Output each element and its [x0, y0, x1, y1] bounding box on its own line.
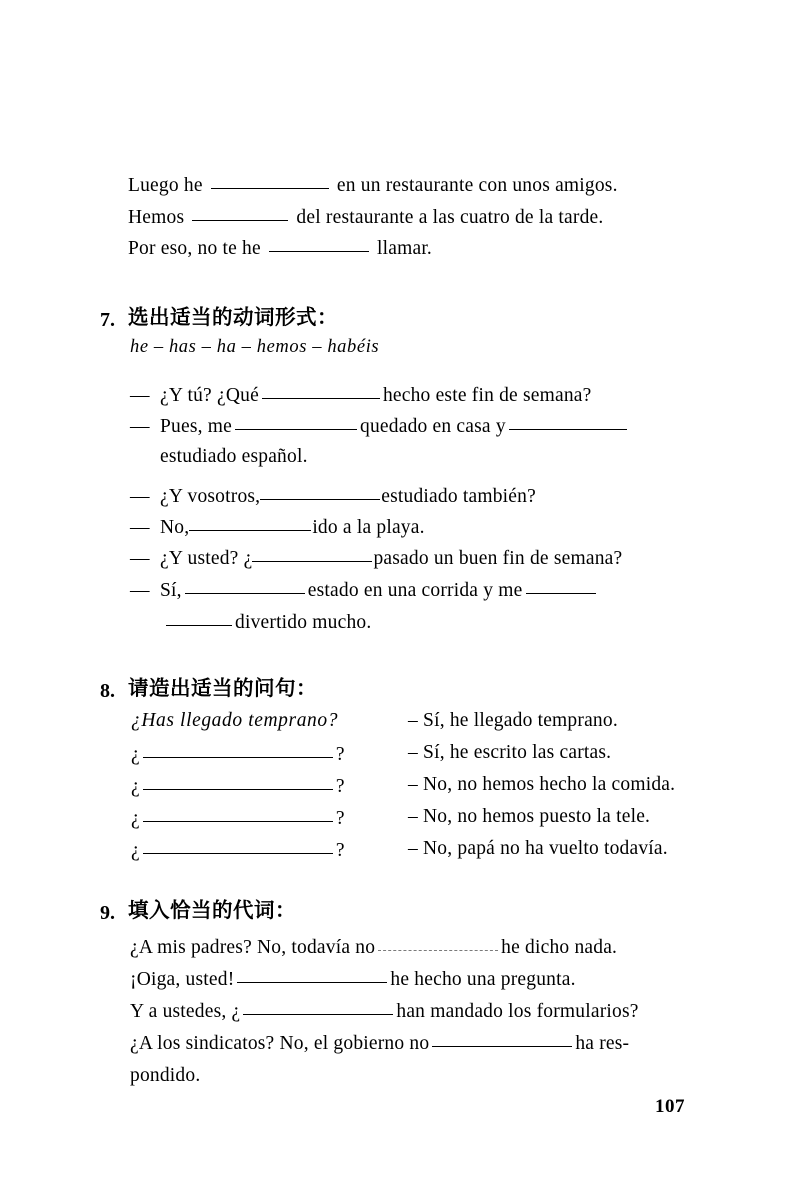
intro-line: [128, 170, 748, 202]
exercise-9-line: [130, 964, 576, 995]
fill-in-blank[interactable]: [211, 173, 329, 189]
dialogue-continuation: [160, 446, 308, 468]
em-dash: —: [130, 486, 150, 507]
sentence-text: pondido.: [130, 1065, 201, 1086]
fill-in-blank[interactable]: [185, 578, 305, 594]
dialogue-text: hecho este fin de semana?: [382, 385, 592, 406]
exercise-7-title: 选出适当的动词形式：: [128, 305, 338, 329]
em-dash: —: [130, 517, 150, 538]
exercise-9-title: 填入恰当的代词：: [128, 898, 296, 922]
dialogue-text: No,: [160, 517, 190, 538]
em-dash: —: [130, 416, 150, 437]
sentence-text: ha res-: [575, 1033, 630, 1054]
inverted-question-mark: ¿: [131, 808, 140, 829]
exercise-9-line: [130, 1028, 629, 1059]
dialogue-text: Sí,: [160, 580, 182, 601]
fill-in-blank[interactable]: [143, 838, 333, 854]
dialogue-item: [130, 383, 592, 407]
dialogue-text: ¿Y usted? ¿: [160, 548, 253, 569]
fill-in-blank[interactable]: [378, 935, 498, 951]
sentence-text: ¡Oiga, usted!: [130, 969, 235, 990]
dialogue-text: estudiado también?: [381, 486, 536, 507]
sentence-text: han mandado los formularios?: [396, 1001, 639, 1022]
fill-in-blank[interactable]: [143, 742, 333, 758]
exercise-8-answer: – Sí, he llegado temprano.: [408, 710, 618, 731]
dialogue-text: divertido mucho.: [235, 612, 372, 633]
sentence-text: ¿A los sindicatos? No, el gobierno no: [130, 1033, 430, 1054]
fill-in-blank[interactable]: [260, 484, 380, 500]
inverted-question-mark: ¿: [131, 840, 140, 861]
dialogue-text: quedado en casa y: [360, 416, 506, 437]
exercise-7-number: 7.: [100, 309, 115, 331]
inverted-question-mark: ¿: [131, 776, 140, 797]
dialogue-text: estado en una corrida y me: [307, 580, 523, 601]
dialogue-item: [130, 484, 536, 508]
fill-in-blank[interactable]: [262, 383, 380, 399]
exercise-9-number: 9.: [100, 902, 115, 924]
intro-paragraph: [128, 170, 748, 265]
fill-in-blank[interactable]: [143, 806, 333, 822]
intro-line: [128, 233, 748, 265]
em-dash: —: [130, 580, 150, 601]
fill-in-blank[interactable]: [143, 774, 333, 790]
question-mark: ?: [335, 840, 345, 861]
exercise-8-question: [131, 774, 345, 798]
exercise-8-number: 8.: [100, 680, 115, 702]
exercise-9-line: [130, 1060, 200, 1091]
em-dash: —: [130, 385, 150, 406]
dialogue-text: pasado un buen fin de semana?: [373, 548, 623, 569]
dialogue-text: estudiado español.: [160, 446, 308, 467]
exercise-8-question: [131, 742, 345, 766]
exercise-8-answer: – No, no hemos puesto la tele.: [408, 806, 651, 827]
dialogue-text: ¿Y vosotros,: [160, 486, 261, 507]
exercise-8-question: [131, 806, 345, 830]
intro-line-pre: Por eso, no te he: [128, 238, 261, 259]
sentence-text: he dicho nada.: [501, 937, 618, 958]
dialogue-item: [130, 515, 425, 539]
fill-in-blank[interactable]: [526, 578, 596, 594]
exercise-8-question: [131, 838, 345, 862]
question-mark: ?: [335, 808, 345, 829]
exercise-8-answer: – No, papá no ha vuelto todavía.: [408, 838, 668, 859]
fill-in-blank[interactable]: [189, 515, 311, 531]
intro-line: [128, 202, 748, 234]
exercise-9-line: [130, 996, 639, 1027]
exercise-8-title: 请造出适当的问句：: [128, 676, 317, 700]
dialogue-item: [130, 578, 599, 602]
dialogue-text: ido a la playa.: [312, 517, 425, 538]
inverted-question-mark: ¿: [131, 744, 140, 765]
fill-in-blank[interactable]: [192, 205, 288, 221]
fill-in-blank[interactable]: [237, 967, 387, 983]
fill-in-blank[interactable]: [243, 999, 393, 1015]
sentence-text: ¿A mis padres? No, todavía no: [130, 937, 376, 958]
question-mark: ?: [335, 776, 345, 797]
exercise-8-answer: – No, no hemos hecho la comida.: [408, 774, 676, 795]
intro-line-post: llamar.: [377, 238, 433, 259]
fill-in-blank[interactable]: [509, 414, 627, 430]
exercise-9-line: [130, 932, 617, 963]
exercise-8-question: ¿Has llegado temprano?: [131, 710, 339, 731]
exercise-7-verb-list: he – has – ha – hemos – habéis: [130, 337, 380, 357]
dialogue-continuation: [163, 610, 371, 634]
fill-in-blank[interactable]: [432, 1031, 572, 1047]
sentence-text: Y a ustedes, ¿: [130, 1001, 241, 1022]
fill-in-blank[interactable]: [235, 414, 357, 430]
fill-in-blank[interactable]: [166, 610, 232, 626]
intro-line-post: en un restaurante con unos amigos.: [336, 175, 618, 196]
exercise-8-answer: – Sí, he escrito las cartas.: [408, 742, 612, 763]
question-mark: ?: [335, 744, 345, 765]
sentence-text: he hecho una pregunta.: [390, 969, 576, 990]
dialogue-text: Pues, me: [160, 416, 233, 437]
dialogue-text: ¿Y tú? ¿Qué: [160, 385, 259, 406]
page-number: 107: [655, 1096, 685, 1117]
dialogue-item: [130, 546, 622, 570]
dialogue-item: [130, 414, 630, 438]
fill-in-blank[interactable]: [252, 546, 372, 562]
intro-line-post: del restaurante a las cuatro de la tarde.: [296, 206, 604, 228]
intro-line-pre: Hemos: [128, 206, 185, 228]
intro-line-pre: Luego he: [128, 175, 203, 196]
fill-in-blank[interactable]: [269, 236, 369, 252]
em-dash: —: [130, 548, 150, 569]
